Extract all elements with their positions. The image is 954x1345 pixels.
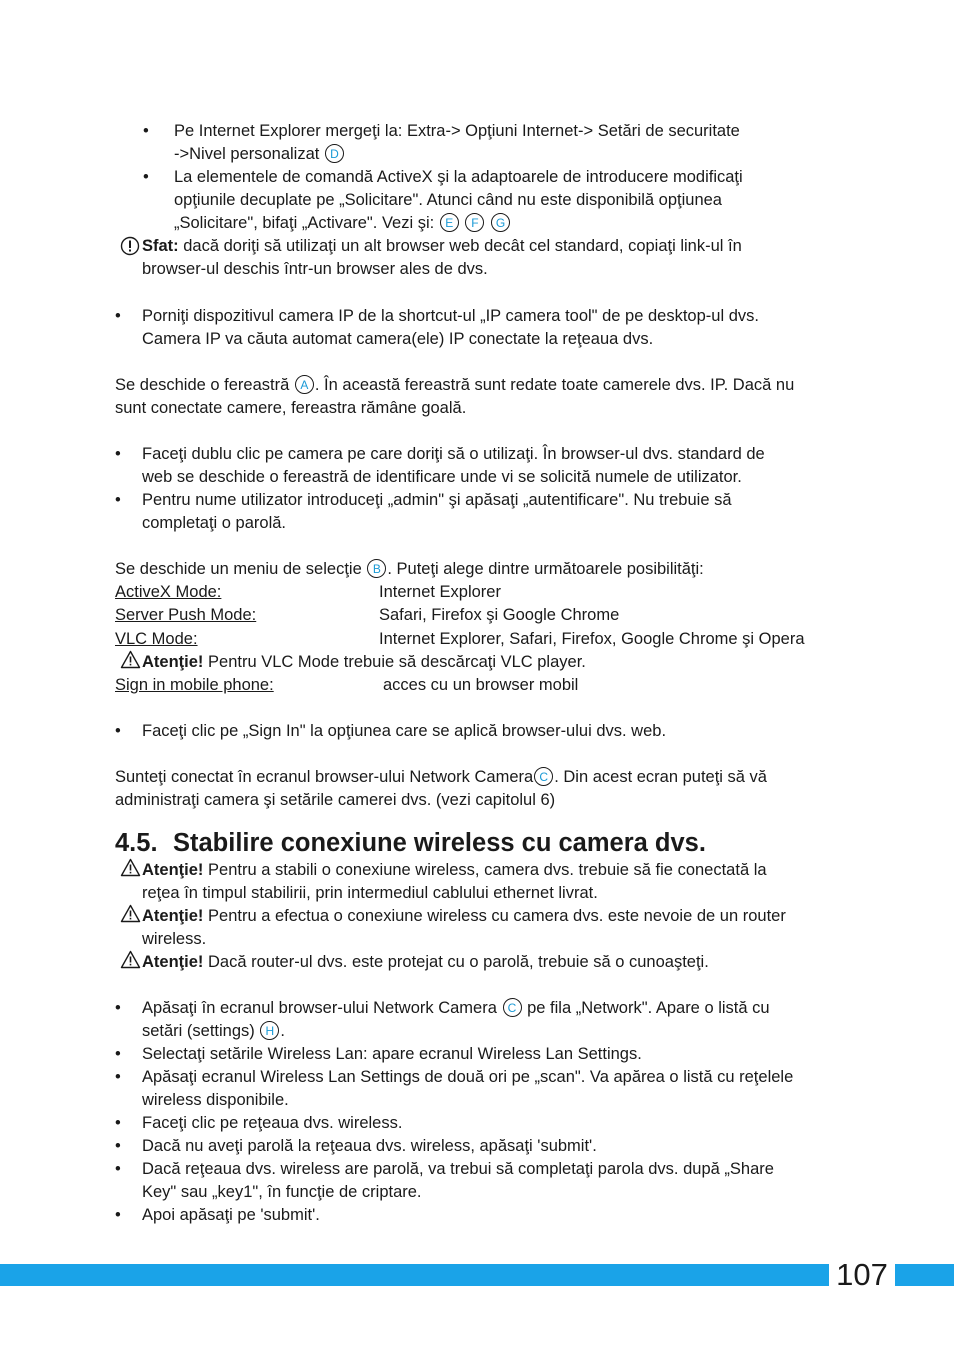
paragraph-text: Se deschide o fereastră A . În această fereastră sunt redate toate camerele dvs. IP. Dacă nu (115, 376, 795, 394)
warning-triangle-icon (120, 904, 141, 923)
bullet: • (115, 722, 121, 740)
mode-vlc-label: VLC Mode: (115, 630, 198, 648)
warning-triangle-icon (120, 950, 141, 969)
step-text: wireless disponibile. (142, 1091, 289, 1109)
section-heading (115, 826, 706, 860)
mode-mobile-browsers: acces cu un browser mobil (383, 676, 579, 694)
step-text: Dacă reţeaua dvs. wireless are parolă, va trebui să completaţi parola dvs. după „Share (142, 1160, 774, 1178)
ref-a-icon: A (295, 375, 314, 394)
mode-activex-label: ActiveX Mode: (115, 583, 222, 601)
warning-text: wireless. (142, 930, 207, 948)
ref-e-icon: E (440, 213, 459, 232)
bullet: • (115, 1206, 121, 1224)
exclamation-circle-icon (120, 236, 140, 256)
tip-text: Sfat: dacă doriţi să utilizaţi un alt browser web decât cel standard, copiaţi link-ul în (142, 237, 742, 255)
section-title: Stabilire conexiune wireless cu camera dvs. (173, 829, 706, 857)
bullet-text: Porniţi dispozitivul camera IP de la shortcut-ul „IP camera tool" de pe desktop-ul dvs. (142, 307, 759, 325)
tip-text: browser-ul deschis într-un browser ales de dvs. (142, 260, 488, 278)
mode-serverpush-label: Server Push Mode: (115, 606, 257, 624)
paragraph-text: administraţi camera şi setările camerei dvs. (vezi capitolul 6) (115, 791, 556, 809)
warning-text: reţea în timpul stabilirii, prin intermediul cablului ethernet livrat. (142, 884, 598, 902)
bullet: • (115, 999, 121, 1017)
bullet: • (143, 122, 149, 140)
ref-g-icon: G (491, 213, 510, 232)
warning-text: Atenţie! Dacă router-ul dvs. este protejat cu o parolă, trebuie să o cunoaşteţi. (142, 953, 709, 971)
bullet-text: La elementele de comandă ActiveX şi la adaptoarele de introducere modificaţi (174, 168, 743, 186)
bullet: • (115, 1114, 121, 1132)
mode-mobile-label: Sign in mobile phone: (115, 676, 274, 694)
bullet-text: web se deschide o fereastră de identificare unde vi se solicită numele de utilizator. (142, 468, 742, 486)
bullet-text: Pentru nume utilizator introduceţi „admin" şi apăsaţi „autentificare". Nu trebuie să (142, 491, 732, 509)
ref-c-icon: C (503, 998, 522, 1017)
vlc-warning-text: Atenţie! Pentru VLC Mode trebuie să descărcaţi VLC player. (142, 653, 586, 671)
step-text: Apăsaţi ecranul Wireless Lan Settings de două ori pe „scan". Va apărea o listă cu reţelele (142, 1068, 794, 1086)
step-text: Apăsaţi în ecranul browser-ului Network Camera C pe fila „Network". Apare o listă cu (142, 999, 770, 1017)
step-text: Key" sau „key1", în funcţie de criptare. (142, 1183, 422, 1201)
footer-bar (0, 1264, 954, 1286)
bullet: • (115, 307, 121, 325)
bullet-text: Faceţi clic pe „Sign In" la opţiunea care se aplică browser-ului dvs. web. (142, 722, 667, 740)
paragraph-text: Sunteţi conectat în ecranul browser-ului Network Camera C . Din acest ecran puteţi să vă (115, 768, 767, 786)
bullet-text: „Solicitare", bifaţi „Activare". Vezi şi: E F G (174, 212, 511, 235)
bullet-text: opţiunile decuplate pe „Solicitare". Atunci când nu este disponibilă opţiunea (174, 191, 722, 209)
warning-text: Atenţie! Pentru a stabili o conexiune wireless, camera dvs. trebuie să fie conectată la (142, 861, 767, 879)
section-number: 4.5. (115, 829, 158, 857)
ref-d-icon: D (325, 144, 344, 163)
step-text: Selectaţi setările Wireless Lan: apare ecranul Wireless Lan Settings. (142, 1045, 642, 1063)
bullet: • (115, 1045, 121, 1063)
warning-triangle-icon (120, 858, 141, 877)
warning-text: Atenţie! Pentru a efectua o conexiune wireless cu camera dvs. este nevoie de un router (142, 907, 786, 925)
bullet: • (143, 168, 149, 186)
bullet: • (115, 1068, 121, 1086)
ref-b-icon: B (367, 559, 386, 578)
ref-h-icon: H (260, 1021, 279, 1040)
step-text: setări (settings) H . (142, 1022, 285, 1040)
paragraph-text: sunt conectate camere, fereastra rămâne goală. (115, 399, 467, 417)
mode-serverpush-browsers: Safari, Firefox şi Google Chrome (379, 606, 620, 624)
step-text: Faceţi clic pe reţeaua dvs. wireless. (142, 1114, 403, 1132)
bullet-text: Faceţi dublu clic pe camera pe care doriţi să o utilizaţi. În browser-ul dvs. standard de (142, 445, 765, 463)
bullet-text: completaţi o parolă. (142, 514, 286, 532)
bullet-text: Pe Internet Explorer mergeţi la: Extra-> Opţiuni Internet-> Setări de securitate (174, 122, 740, 140)
ref-f-icon: F (465, 213, 484, 232)
bullet-text: Camera IP va căuta automat camera(ele) IP conectate la reţeaua dvs. (142, 330, 654, 348)
bullet-text: ->Nivel personalizat D (174, 143, 345, 166)
mode-vlc-browsers: Internet Explorer, Safari, Firefox, Google Chrome şi Opera (379, 630, 805, 648)
step-text: Dacă nu aveţi parolă la reţeaua dvs. wireless, apăsaţi 'submit'. (142, 1137, 597, 1155)
bullet: • (115, 445, 121, 463)
bullet: • (115, 1160, 121, 1178)
mode-activex-browsers: Internet Explorer (379, 583, 501, 601)
warning-triangle-icon (120, 650, 141, 669)
step-text: Apoi apăsaţi pe 'submit'. (142, 1206, 320, 1224)
ref-c-icon: C (534, 767, 553, 786)
paragraph-text: Se deschide un meniu de selecţie B . Puteţi alege dintre următoarele posibilităţi: (115, 560, 704, 578)
bullet: • (115, 491, 121, 509)
bullet: • (115, 1137, 121, 1155)
page-number: 107 (829, 1258, 895, 1292)
